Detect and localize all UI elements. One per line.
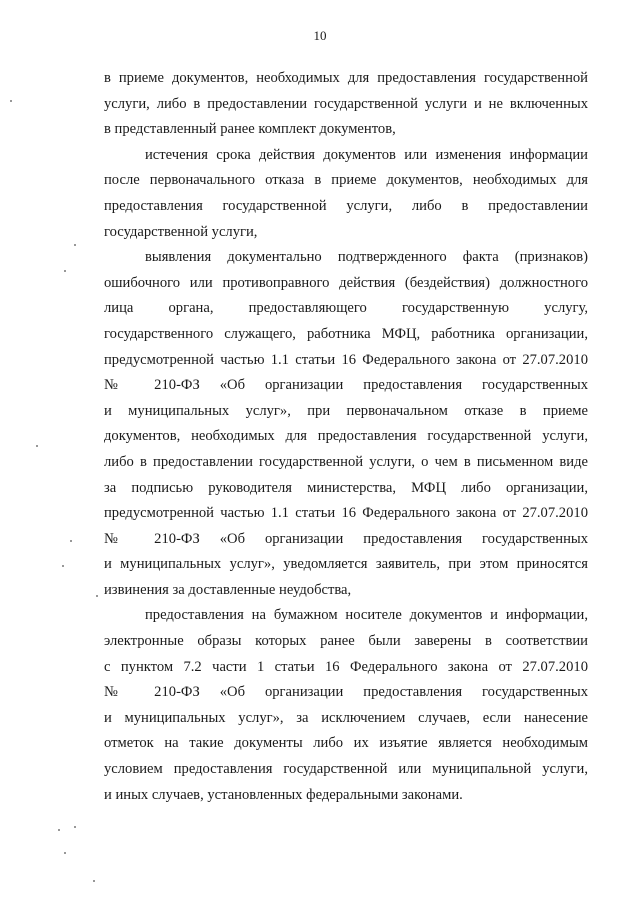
scan-speck — [74, 826, 76, 828]
page-number: 10 — [313, 28, 327, 43]
text-line: отметок на такие документы либо их изъятие является необходимым — [104, 735, 588, 752]
text-line: № 210-ФЗ «Об организации предоставления государственных — [104, 377, 588, 394]
text-line: и муниципальных услуг», уведомляется заявитель, при этом приносятся — [104, 556, 588, 573]
scan-speck — [74, 244, 76, 246]
scan-speck — [36, 445, 38, 447]
text-line: в приеме документов, необходимых для предоставления государственной — [104, 70, 588, 86]
paragraph-2 — [104, 143, 588, 245]
paragraph-3 — [104, 245, 588, 603]
scan-speck — [62, 565, 64, 567]
document-body — [104, 66, 588, 808]
paragraph-4 — [104, 603, 588, 808]
text-line: услуги, либо в предоставлении государственной услуги и не включенных — [104, 95, 588, 112]
text-line: государственной услуги, — [104, 223, 258, 240]
text-line: и муниципальных услуг», за исключением случаев, если нанесение — [104, 709, 588, 726]
text-line: ошибочного или противоправного действия (бездействия) должностного — [104, 274, 588, 291]
scan-speck — [70, 540, 72, 542]
text-line: электронные образы которых ранее были заверены в соответствии — [104, 633, 588, 650]
scan-speck — [64, 270, 66, 272]
text-line: выявления документально подтвержденного факта (признаков) — [145, 249, 588, 266]
text-line: государственного служащего, работника МФЦ, работника организации, — [104, 325, 588, 342]
text-line: либо в предоставлении государственной услуги, о чем в письменном виде — [104, 453, 588, 470]
text-line: документов, необходимых для предоставления государственной услуги, — [104, 428, 588, 445]
text-line: № 210-ФЗ «Об организации предоставления государственных — [104, 530, 588, 547]
scan-speck — [93, 880, 95, 882]
text-line: после первоначального отказа в приеме документов, необходимых для — [104, 172, 588, 189]
paragraph-1 — [104, 66, 588, 143]
text-line: истечения срока действия документов или изменения информации — [145, 146, 588, 163]
text-line: условием предоставления государственной или муниципальной услуги, — [104, 761, 588, 778]
text-line: предоставления на бумажном носителе документов и информации, — [145, 607, 588, 624]
text-line: в представленный ранее комплект документов, — [104, 121, 396, 138]
text-line: предусмотренной частью 1.1 статьи 16 Федерального закона от 27.07.2010 — [104, 505, 588, 522]
text-line: № 210-ФЗ «Об организации предоставления государственных — [104, 684, 588, 701]
scan-speck — [10, 100, 12, 102]
text-line: и иных случаев, установленных федеральными законами. — [104, 786, 463, 803]
text-line: предусмотренной частью 1.1 статьи 16 Федерального закона от 27.07.2010 — [104, 351, 588, 368]
text-line: и муниципальных услуг», при первоначальном отказе в приеме — [104, 402, 588, 419]
scan-speck — [64, 852, 66, 854]
text-line: предоставления государственной услуги, либо в предоставлении — [104, 197, 588, 214]
scan-speck — [58, 829, 60, 831]
scan-speck — [96, 595, 98, 597]
text-line: с пунктом 7.2 части 1 статьи 16 Федерального закона от 27.07.2010 — [104, 658, 588, 675]
text-line: за подписью руководителя министерства, МФЦ либо организации, — [104, 479, 588, 496]
text-line: извинения за доставленные неудобства, — [104, 581, 352, 598]
text-line: лица органа, предоставляющего государственную услугу, — [104, 300, 588, 317]
